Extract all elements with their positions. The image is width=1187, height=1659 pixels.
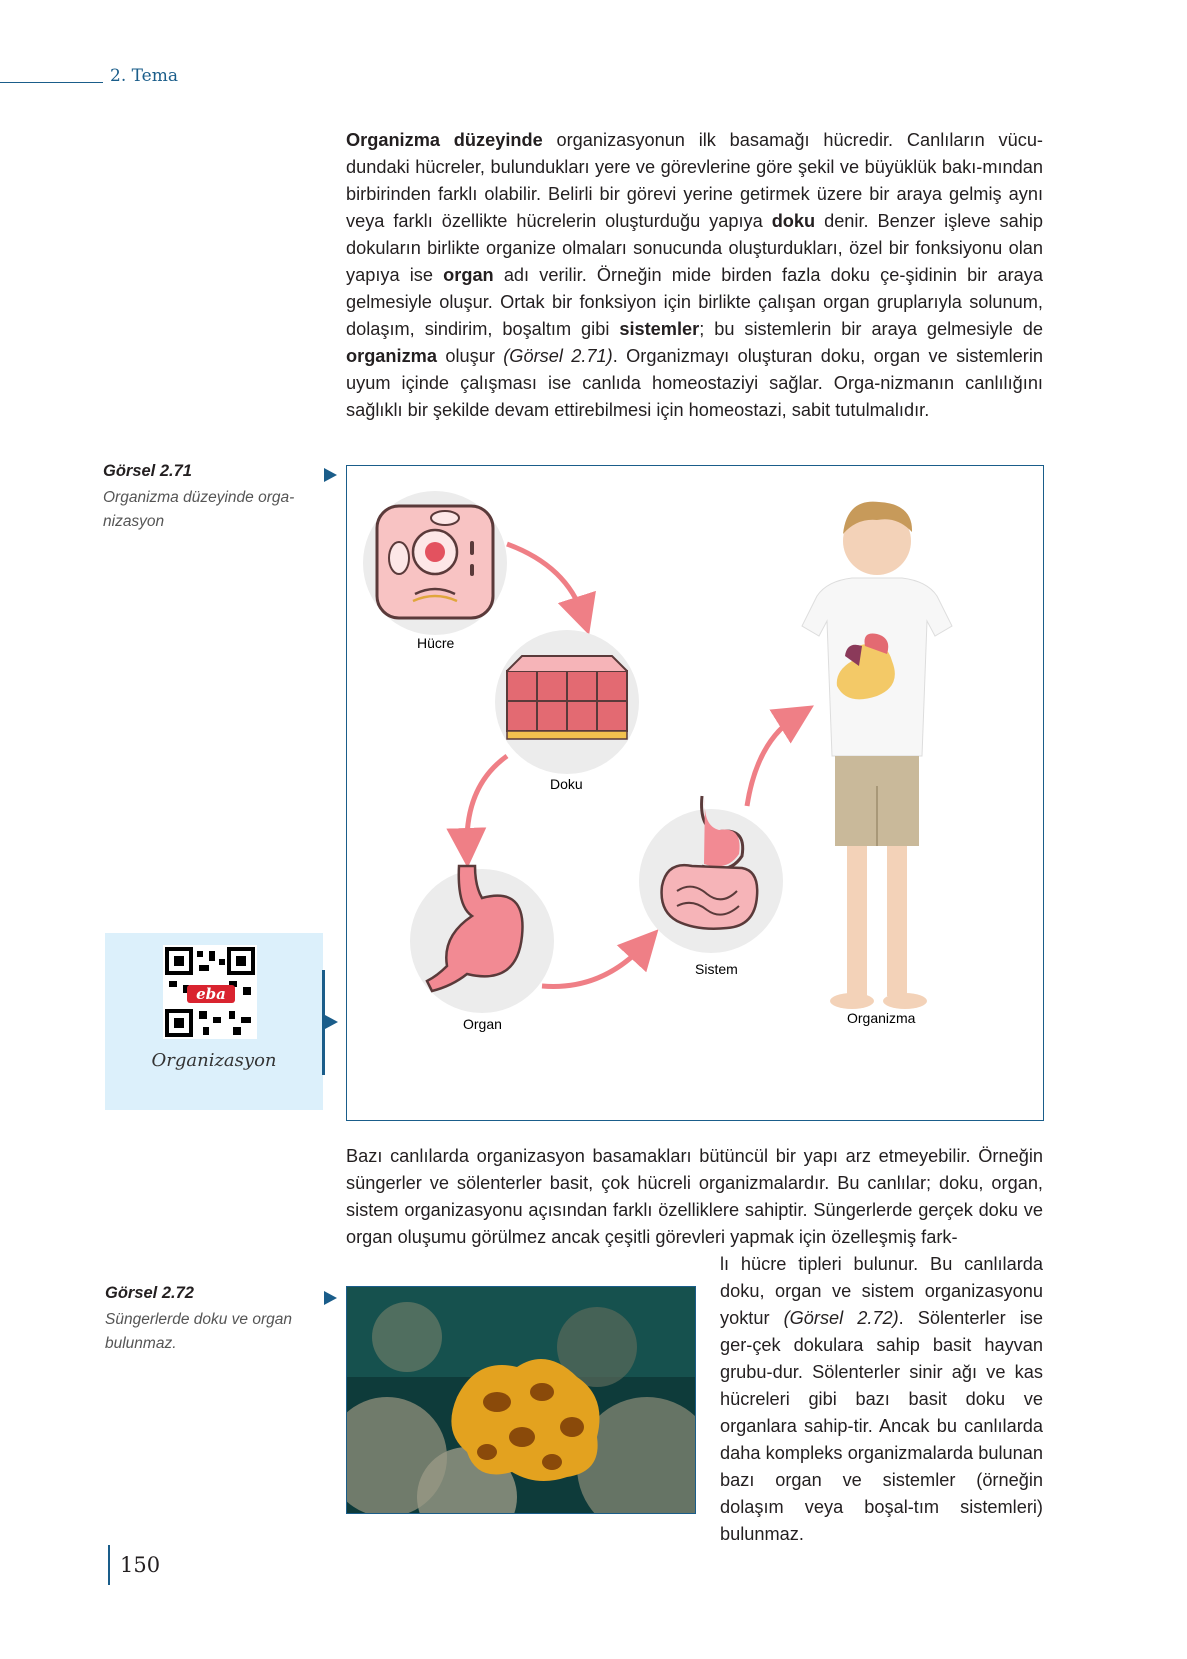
- figure2-caption-title: Görsel 2.72: [105, 1284, 194, 1302]
- qr-logo-text: eba: [196, 985, 226, 1003]
- pointer-arrow-icon: [325, 1015, 338, 1029]
- sponge-image: [347, 1287, 696, 1514]
- text-run: organizasyonun ilk basamağı hücredir. Canlıların vücu-dundaki hücreler, bulundukları yere ve görevlerine göre şekil ve büyüklük bakı-mından birbirinden farklı olabilir. Belirli bir görevi yerine getirmek üzere bir araya gelmiş aynı veya farklı özellikte hücrelerin oluşturduğu yapıya: [346, 130, 1043, 231]
- term-organ: organ: [443, 265, 494, 285]
- stomach-icon: [410, 866, 554, 1013]
- figure2-caption-text: Süngerlerde doku ve organ bulunmaz.: [105, 1311, 292, 1352]
- pointer-arrow-icon: [324, 468, 337, 482]
- text-run: denir. Benzer işleve sahip dokuların birlikte organize olmaları sonucunda oluşturdukları, özel bir fonksiyonu olan yapıya ise: [346, 211, 1043, 285]
- text-run: adı verilir. Örneğin mide birden fazla doku çe-şidinin bir araya gelmesiyle oluşur. Ortak bir fonksiyon için birlikte çalışan organ gruplarıyla solunum, dolaşım, sindirim, boşaltım gibi: [346, 265, 1043, 339]
- label-cell: Hücre: [417, 635, 455, 651]
- qr-code-panel[interactable]: [105, 933, 323, 1110]
- header-rule: [0, 82, 103, 83]
- page-number: 150: [120, 1553, 161, 1577]
- paragraph-sponges-intro: Bazı canlılarda organizasyon basamakları bütüncül bir yapı arz etmeyebilir. Örneğin süngerler ve sölenterler basit, çok hücreli organizmalardır. Bu canlılar; doku, organ, sistem organizasyonu açısından farklı özelliklere sahiptir. Süngerlerde gerçek doku ve organ oluşumu görülmez ancak çeşitli görevleri yapmak için özelleşmiş fark-: [346, 1146, 1043, 1247]
- term-tissue: doku: [771, 211, 816, 231]
- paragraph-organism-level: [346, 127, 1043, 424]
- figure1-caption-text: Organizma düzeyinde orga-nizasyon: [103, 489, 295, 530]
- sponge-photo: [346, 1286, 696, 1514]
- cell-icon: [363, 491, 507, 635]
- theme-title: 2. Tema: [110, 66, 178, 86]
- term-organism: organizma: [346, 346, 437, 366]
- qr-caption: Organizasyon: [151, 1050, 277, 1071]
- figure-reference: (Görsel 2.71): [503, 346, 613, 366]
- page-number-bar: [108, 1545, 110, 1585]
- digestive-system-icon: [639, 796, 783, 953]
- term-organism-level: Organizma düzeyinde: [346, 130, 543, 150]
- qr-code-icon[interactable]: [163, 945, 257, 1039]
- text-run: . Organizmayı oluşturan doku, organ ve sistemlerin uyum içinde çalışması ise canlıda homeostaziyi sağlar. Orga-nizmanın canlılığını sağlıklı bir şekilde devam ettirebilmesi için homeostazi, sabit tutulmalıdır.: [346, 346, 1043, 420]
- figure-organization-levels: [346, 465, 1044, 1121]
- label-organ: Organ: [463, 1016, 502, 1032]
- text-run: lı hücre tipleri bulunur. Bu canlılarda doku, organ ve sistem organizasyonu yoktur: [720, 1254, 1043, 1328]
- text-run: oluşur: [436, 346, 504, 366]
- child-organism-icon: [802, 502, 952, 1009]
- label-system: Sistem: [695, 961, 738, 977]
- label-tissue: Doku: [550, 776, 583, 792]
- term-systems: sistemler: [619, 319, 700, 339]
- text-run: . Sölenterler ise ger-çek dokulara sahip basit hayvan grubu-dur. Sölenterler sinir ağı ve kas hücreleri gibi bazı basit doku ve organlara sahip-tir. Ancak bu canlılarda daha kompleks organizmalarda bulunan bazı organ ve sistemler (örneğin dolaşım veya boşal-tım sistemleri) bulunmaz.: [720, 1308, 1043, 1544]
- figure1-caption-title: Görsel 2.71: [103, 462, 192, 480]
- pointer-arrow-icon: [324, 1291, 337, 1305]
- tissue-icon: [495, 630, 639, 774]
- label-organism: Organizma: [847, 1010, 916, 1026]
- paragraph-sponges-coelenterates: [720, 1251, 1043, 1548]
- text-run: ; bu sistemlerin bir araya gelmesiyle de: [699, 319, 1044, 339]
- figure-reference: (Görsel 2.72): [783, 1308, 899, 1328]
- organization-diagram: [347, 466, 1042, 1119]
